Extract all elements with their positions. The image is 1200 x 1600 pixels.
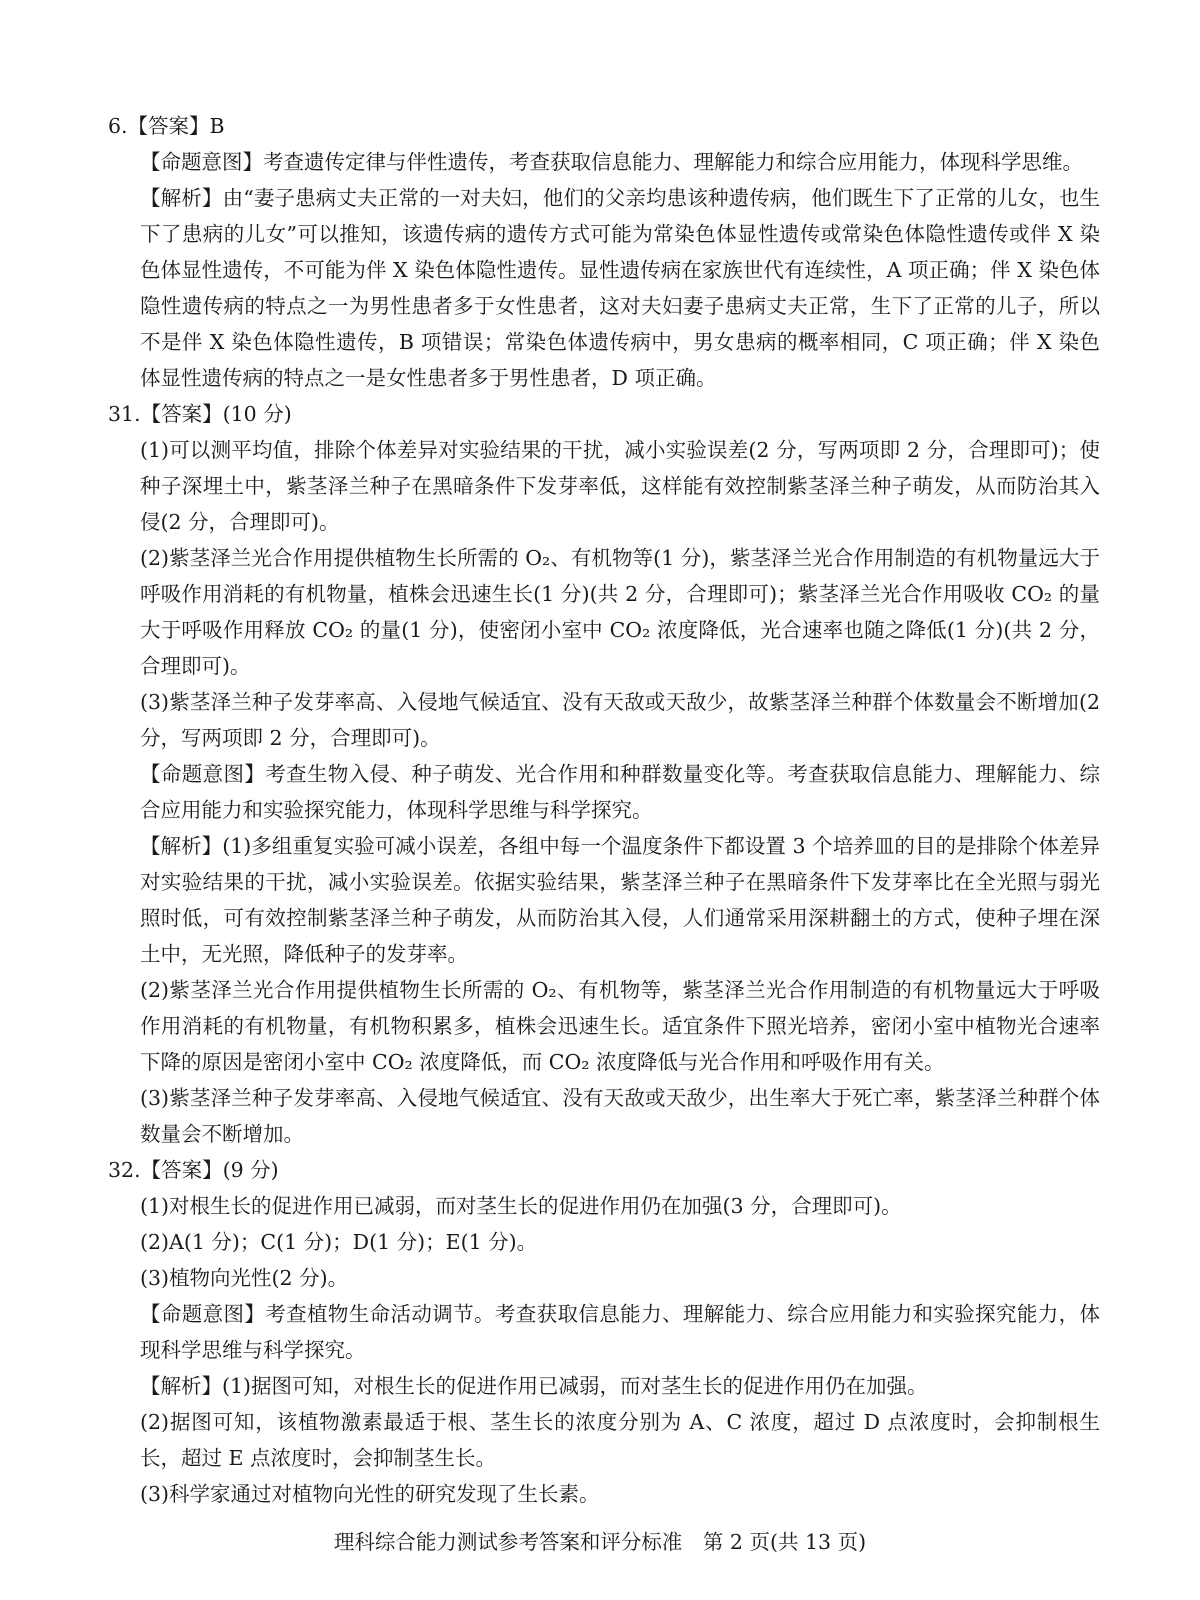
- q6-analysis: 【解析】由“妻子患病丈夫正常的一对夫妇，他们的父亲均患该种遗传病，他们既生下了正常的儿女，也生下了患病的儿女”可以推知，该遗传病的遗传方式可能为常染色体显性遗传或常染色体隐性遗传或伴 X 染色体显性遗传，不可能为伴 X 染色体隐性遗传。显性遗传病在家族世代有连续性，A 项正确；伴 X 染色体隐性遗传病的特点之一为男性患者多于女性患者，这对夫妇妻子患病丈夫正常，生下了正常的儿子，所以不是伴 X 染色体隐性遗传，B 项错误；常染色体遗传病中，男女患病的概率相同，C 项正确；伴 X 染色体显性遗传病的特点之一是女性患者多于男性患者，D 项正确。: [140, 186, 1100, 390]
- q32-answer-part-2: (2)A(1 分)；C(1 分)；D(1 分)；E(1 分)。: [140, 1230, 538, 1254]
- q31-analysis-part-1: 【解析】(1)多组重复实验可减小误差，各组中每一个温度条件下都设置 3 个培养皿的目的是排除个体差异对实验结果的干扰，减小实验误差。依据实验结果，紫茎泽兰种子在黑暗条件下发芽率比在全光照与弱光照时低，可有效控制紫茎泽兰种子萌发，从而防治其入侵，人们通常采用深耕翻土的方式，使种子埋在深土中，无光照，降低种子的发芽率。: [140, 834, 1100, 966]
- q6-answer: 6.【答案】B: [108, 114, 225, 138]
- q32-analysis-part-2: (2)据图可知，该植物激素最适于根、茎生长的浓度分别为 A、C 浓度，超过 D 点浓度时，会抑制根生长，超过 E 点浓度时，会抑制茎生长。: [140, 1410, 1100, 1470]
- page-content: [108, 108, 1100, 1512]
- q32-answer-part-3: (3)植物向光性(2 分)。: [140, 1266, 349, 1290]
- q31-analysis-part-2: (2)紫茎泽兰光合作用提供植物生长所需的 O₂、有机物等，紫茎泽兰光合作用制造的有机物量远大于呼吸作用消耗的有机物量，有机物积累多，植株会迅速生长。适宜条件下照光培养，密闭小室中植物光合速率下降的原因是密闭小室中 CO₂ 浓度降低，而 CO₂ 浓度降低与光合作用和呼吸作用有关。: [140, 978, 1100, 1074]
- question-31: [108, 396, 1100, 1152]
- q32-analysis-part-1: 【解析】(1)据图可知，对根生长的促进作用已减弱，而对茎生长的促进作用仍在加强。: [140, 1374, 928, 1398]
- q32-answer-part-1: (1)对根生长的促进作用已减弱，而对茎生长的促进作用仍在加强(3 分，合理即可)。: [140, 1194, 902, 1218]
- q31-answer-part-3: (3)紫茎泽兰种子发芽率高、入侵地气候适宜、没有天敌或天敌少，故紫茎泽兰种群个体数量会不断增加(2 分，写两项即 2 分，合理即可)。: [140, 690, 1100, 750]
- page-footer: 理科综合能力测试参考答案和评分标准 第 2 页(共 13 页): [333, 1530, 867, 1554]
- q31-intent: 【命题意图】考查生物入侵、种子萌发、光合作用和种群数量变化等。考查获取信息能力、理解能力、综合应用能力和实验探究能力，体现科学思维与科学探究。: [140, 762, 1100, 822]
- q31-answer-part-1: (1)可以测平均值，排除个体差异对实验结果的干扰，减小实验误差(2 分，写两项即 2 分，合理即可)；使种子深埋土中，紫茎泽兰种子在黑暗条件下发芽率低，这样能有效控制紫茎泽兰种子萌发，从而防治其入侵(2 分，合理即可)。: [140, 438, 1100, 534]
- q31-analysis-part-3: (3)紫茎泽兰种子发芽率高、入侵地气候适宜、没有天敌或天敌少，出生率大于死亡率，紫茎泽兰种群个体数量会不断增加。: [140, 1086, 1100, 1146]
- question-6: [108, 108, 1100, 396]
- q31-answer: 31.【答案】(10 分): [108, 402, 292, 426]
- q31-answer-part-2: (2)紫茎泽兰光合作用提供植物生长所需的 O₂、有机物等(1 分)，紫茎泽兰光合作用制造的有机物量远大于呼吸作用消耗的有机物量，植株会迅速生长(1 分)(共 2 分，合理即可)；紫茎泽兰光合作用吸收 CO₂ 的量大于呼吸作用释放 CO₂ 的量(1 分)，使密闭小室中 CO₂ 浓度降低，光合速率也随之降低(1 分)(共 2 分，合理即可)。: [140, 546, 1100, 678]
- q6-intent: 【命题意图】考查遗传定律与伴性遗传，考查获取信息能力、理解能力和综合应用能力，体现科学思维。: [140, 150, 1083, 174]
- q32-analysis-part-3: (3)科学家通过对植物向光性的研究发现了生长素。: [140, 1482, 600, 1506]
- q32-intent: 【命题意图】考查植物生命活动调节。考查获取信息能力、理解能力、综合应用能力和实验探究能力，体现科学思维与科学探究。: [140, 1302, 1100, 1362]
- q32-answer: 32.【答案】(9 分): [108, 1158, 279, 1182]
- question-32: [108, 1152, 1100, 1512]
